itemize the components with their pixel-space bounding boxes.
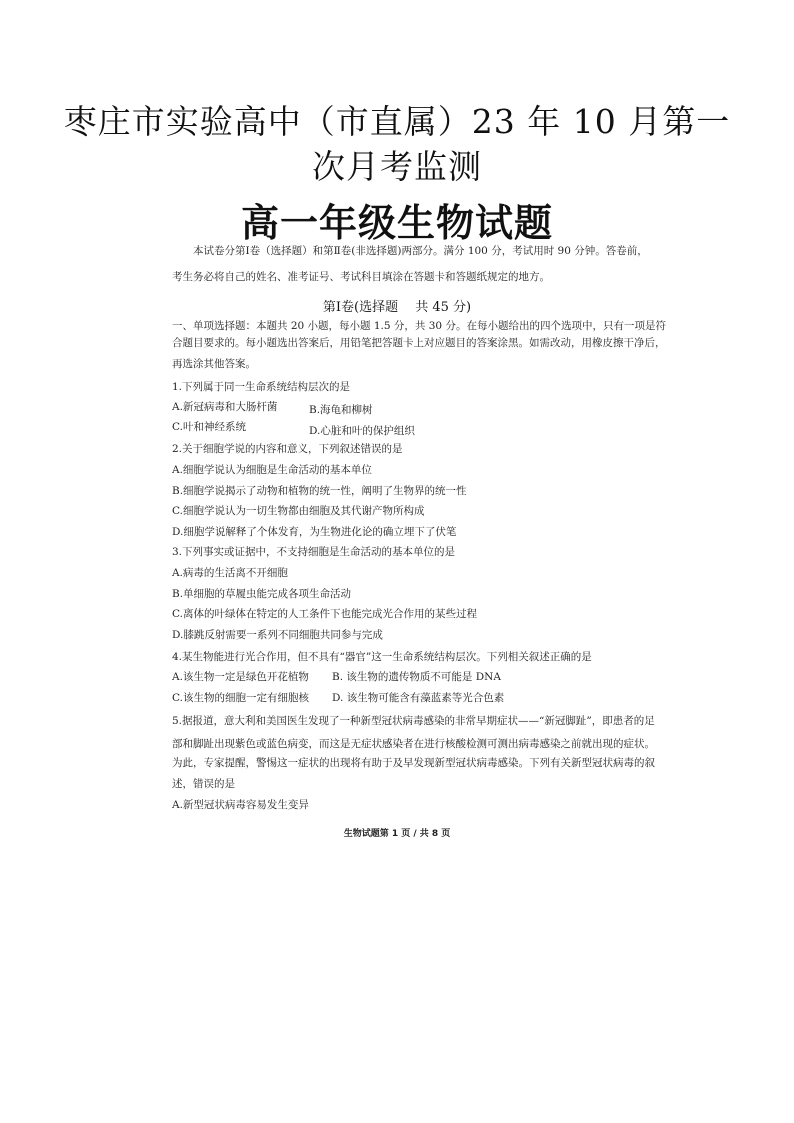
exam-title-line1: 枣庄市实验高中（市直属）23 年 10 月第一 [63, 102, 731, 141]
page-footer: 生物试题第 1 页 / 共 8 页 [343, 829, 451, 839]
q3-option-b: B.单细胞的草履虫能完成各项生命活动 [172, 588, 352, 600]
q2-option-a: A.细胞学说认为细胞是生命活动的基本单位 [172, 464, 372, 476]
q3-stem: 3.下列事实或证据中，不支持细胞是生命活动的基本单位的是 [172, 546, 456, 558]
q1-option-a: A.新冠病毒和大肠杆菌 [172, 401, 278, 413]
q5-stem-line-2: 部和脚趾出现紫色或蓝色病变，而这是无症状感染者在进行核酸检测可测出病毒感染之前就出现的症状。 [172, 738, 655, 750]
q5-stem-line-3: 为此，专家提醒，警惕这一症状的出现将有助于及早发现新型冠状病毒感染。下列有关新型冠状病毒的叙 [172, 757, 655, 769]
exam-title-line2: 次月考监测 [312, 147, 482, 186]
subject-title: 高一年级生物试题 [240, 201, 553, 245]
q4-option-a: A.该生物一定是绿色开花植物 [172, 671, 309, 683]
q5-option-a: A.新型冠状病毒容易发生变异 [172, 799, 309, 811]
q5-stem-line-1: 5.据报道，意大利和美国医生发现了一种新型冠状病毒感染的非常早期症状——“新冠脚趾”，即患者的足 [172, 715, 655, 727]
q1-option-b: B.海龟和柳树 [309, 404, 373, 416]
q2-stem: 2.关于细胞学说的内容和意义，下列叙述错误的是 [172, 443, 403, 455]
q4-stem: 4.某生物能进行光合作用，但不具有“器官”这一生命系统结构层次。下列相关叙述正确的是 [172, 651, 592, 663]
instruction-line-2: 合题目要求的。每小题选出答案后，用铅笔把答题卡上对应题目的答案涂黑。如需改动，用橡皮擦干净后， [172, 337, 666, 349]
q1-option-c: C.叶和神经系统 [172, 421, 246, 433]
q2-option-c: C.细胞学说认为一切生物都由细胞及其代谢产物所构成 [172, 505, 425, 517]
q4-option-c: C.该生物的细胞一定有细胞核 [172, 692, 309, 704]
intro-line-1: 本试卷分第Ⅰ卷（选择题）和第Ⅱ卷(非选择题)两部分。满分 100 分，考试用时 90 分钟。答卷前， [193, 245, 648, 257]
q3-option-c: C.离体的叶绿体在特定的人工条件下也能完成光合作用的某些过程 [172, 608, 477, 620]
intro-line-2: 考生务必将自己的姓名、准考证号、考试科目填涂在答题卡和答题纸规定的地方。 [172, 271, 550, 283]
q5-stem-line-4: 述，错误的是 [172, 778, 235, 790]
q2-option-d: D.细胞学说解释了个体发育，为生物进化论的确立埋下了伏笔 [172, 526, 457, 538]
instruction-line-3: 再选涂其他答案。 [172, 358, 256, 370]
q4-option-d: D. 该生物可能含有藻蓝素等光合色素 [332, 692, 505, 704]
q1-option-d: D.心脏和叶的保护组织 [309, 425, 415, 437]
q1-stem: 1.下列属于同一生命系统结构层次的是 [172, 381, 351, 393]
q4-option-b: B. 该生物的遗传物质不可能是 DNA [332, 671, 501, 683]
q3-option-d: D.膝跳反射需要一系列不同细胞共同参与完成 [172, 629, 383, 641]
section-title: 第Ⅰ卷(选择题 共 45 分) [322, 300, 472, 315]
instruction-line-1: 一、单项选择题：本题共 20 小题，每小题 1.5 分，共 30 分。在每小题给出的四个选项中，只有一项是符 [172, 320, 666, 332]
q2-option-b: B.细胞学说揭示了动物和植物的统一性，阐明了生物界的统一性 [172, 485, 467, 497]
q3-option-a: A.病毒的生活离不开细胞 [172, 567, 288, 579]
